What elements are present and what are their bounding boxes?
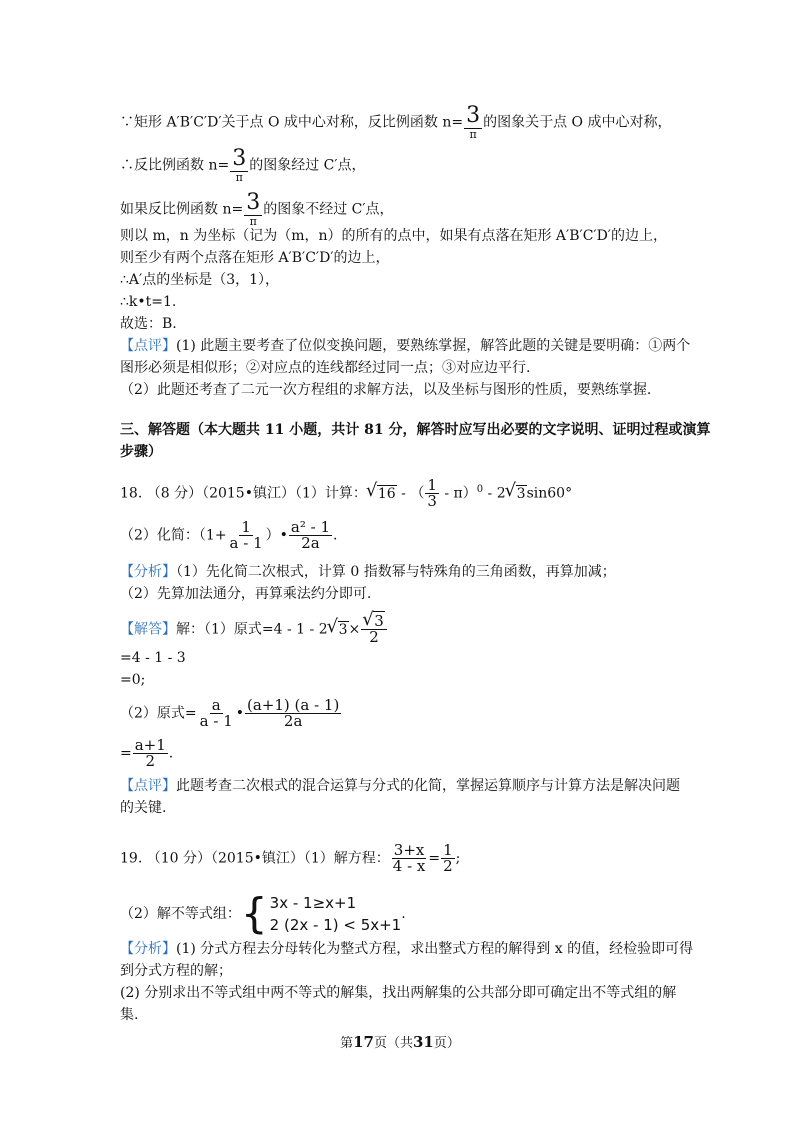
brace-icon: { bbox=[240, 889, 268, 938]
page-footer: 第17页（共31页） bbox=[340, 1033, 460, 1051]
fraction: $\frac{a}{a - 1}$ bbox=[199, 696, 233, 730]
analysis-line: 【分析】（1）先化简二次根式，计算 0 指数幂与特殊角的三角函数，再算加减； bbox=[120, 564, 616, 580]
text-line: 集. bbox=[120, 1007, 139, 1023]
text-line: 图形必须是相似形；②对应点的连线都经过同一点；③对应边平行. bbox=[120, 360, 531, 376]
fraction: $\frac{1}{a - 1}$ bbox=[229, 518, 263, 552]
text-line: 如果反比例函数 n= $\frac{3}{\pi}$ 的图象不经过 C′点， bbox=[120, 190, 394, 228]
fraction: $\frac{3}{\pi}$ bbox=[466, 103, 481, 141]
review-tag: 【点评】 bbox=[120, 778, 176, 794]
review-line: 【点评】(1) 此题主要考查了位似变换问题，要熟练掌握，解答此题的关键是要明确：①两个 bbox=[120, 338, 691, 354]
question-19-part2: （2）解不等式组： { 3x - 1≥x+1 2 (2x - 1) < 5x+1 . bbox=[120, 889, 406, 938]
answer-line: （2）原式= $\frac{a}{a - 1}$ • $\frac{(a+1) (a - 1)}{2a}$ bbox=[120, 696, 340, 730]
review-tag: 【点评】 bbox=[120, 338, 176, 354]
section-title: 三、解答题（本大题共 11 小题，共计 81 分，解答时应写出必要的文字说明、证明过程或演算 bbox=[120, 422, 711, 438]
text-line: 则至少有两个点落在矩形 A′B′C′D′的边上， bbox=[120, 250, 390, 266]
fraction: $\frac{1}{2}$ bbox=[443, 841, 453, 875]
text-line: ∵矩形 A′B′C′D′关于点 O 成中心对称，反比例函数 n= $\frac{3}{\pi}$ 的图象关于点 O 成中心对称， bbox=[120, 103, 672, 141]
text-line: ∴反比例函数 n= $\frac{3}{\pi}$ 的图象经过 C′点， bbox=[120, 146, 366, 184]
inequality-system: { 3x - 1≥x+1 2 (2x - 1) < 5x+1 bbox=[240, 889, 402, 938]
sqrt-symbol: √ 3 bbox=[506, 484, 527, 504]
analysis-line: 【分析】(1) 分式方程去分母转化为整式方程，求出整式方程的解得到 x 的值，经检验即可得 bbox=[120, 941, 694, 957]
question-19: 19. （10 分）（2015•镇江）（1）解方程： $\frac{3+x}{4 - x}$ = $\frac{1}{2}$ ; bbox=[120, 841, 461, 875]
text-line: （2）先算加法通分，再算乘法约分即可. bbox=[120, 586, 372, 602]
text-line: 故选：B. bbox=[120, 316, 177, 332]
page-total: 31 bbox=[413, 1033, 434, 1051]
text-line: （2）此题还考查了二元一次方程组的求解方法，以及坐标与图形的性质，要熟练掌握. bbox=[120, 382, 652, 398]
fraction: $\frac{\text{a² - 1}}{2a}$ bbox=[290, 518, 331, 552]
text-line: =4 - 1 - 3 bbox=[120, 650, 186, 666]
text-line: =0; bbox=[120, 672, 146, 688]
text-line: ∴A′点的坐标是（3，1）， bbox=[120, 272, 280, 288]
question-18: 18. （8 分）（2015•镇江）（1）计算：√ 16 - （ $\frac{1}{3}$ - π）$^0$ - 2√ 3sin60° bbox=[120, 478, 572, 509]
fraction: $\frac{a+1}{2}$ bbox=[134, 736, 166, 770]
text-line: 则以 m，n 为坐标（记为（m，n）的所有的点中，如果有点落在矩形 A′B′C′D′的边上， bbox=[120, 228, 667, 244]
sqrt-symbol: √ 3 bbox=[328, 620, 349, 640]
analysis-tag: 【分析】 bbox=[120, 564, 176, 580]
text-line: 的关键. bbox=[120, 800, 167, 816]
text-line: ∴k•t=1. bbox=[120, 294, 177, 310]
review-line: 【点评】此题考查二次根式的混合运算与分式的化简，掌握运算顺序与计算方法是解决问题 bbox=[120, 778, 680, 794]
fraction: $\frac{3}{\pi}$ bbox=[246, 190, 261, 228]
section-title: 步骤） bbox=[120, 444, 162, 460]
answer-tag: 【解答】 bbox=[120, 621, 176, 638]
fraction: √ $\frac{3}{2}$ bbox=[361, 614, 387, 645]
answer-line: = $\frac{a+1}{2}$ . bbox=[120, 736, 174, 770]
text-line: 到分式方程的解； bbox=[120, 963, 232, 979]
fraction: $\frac{3+x}{4 - x}$ bbox=[392, 841, 426, 875]
sqrt-symbol: √ 16 bbox=[367, 484, 397, 504]
question-18-part2: （2）化简：（1+ $\frac{1}{a - 1}$ ）• $\frac{\text{a² - 1}}{2a}$ . bbox=[120, 518, 338, 552]
text-line: (2) 分别求出不等式组中两不等式的解集，找出两解集的公共部分即可确定出不等式组的解 bbox=[120, 985, 677, 1001]
sqrt-symbol: √ 3 bbox=[363, 614, 385, 629]
fraction: $\frac{(a+1) (a - 1)}{2a}$ bbox=[247, 696, 340, 730]
fraction: $\frac{1}{3}$ bbox=[427, 476, 437, 510]
fraction: $\frac{3}{\pi}$ bbox=[232, 146, 247, 184]
answer-line: 【解答】解：（1）原式=4 - 1 - 2√ 3× √ $\frac{3}{2}$ bbox=[120, 614, 388, 645]
page-number: 17 bbox=[353, 1033, 374, 1051]
analysis-tag: 【分析】 bbox=[120, 941, 176, 957]
